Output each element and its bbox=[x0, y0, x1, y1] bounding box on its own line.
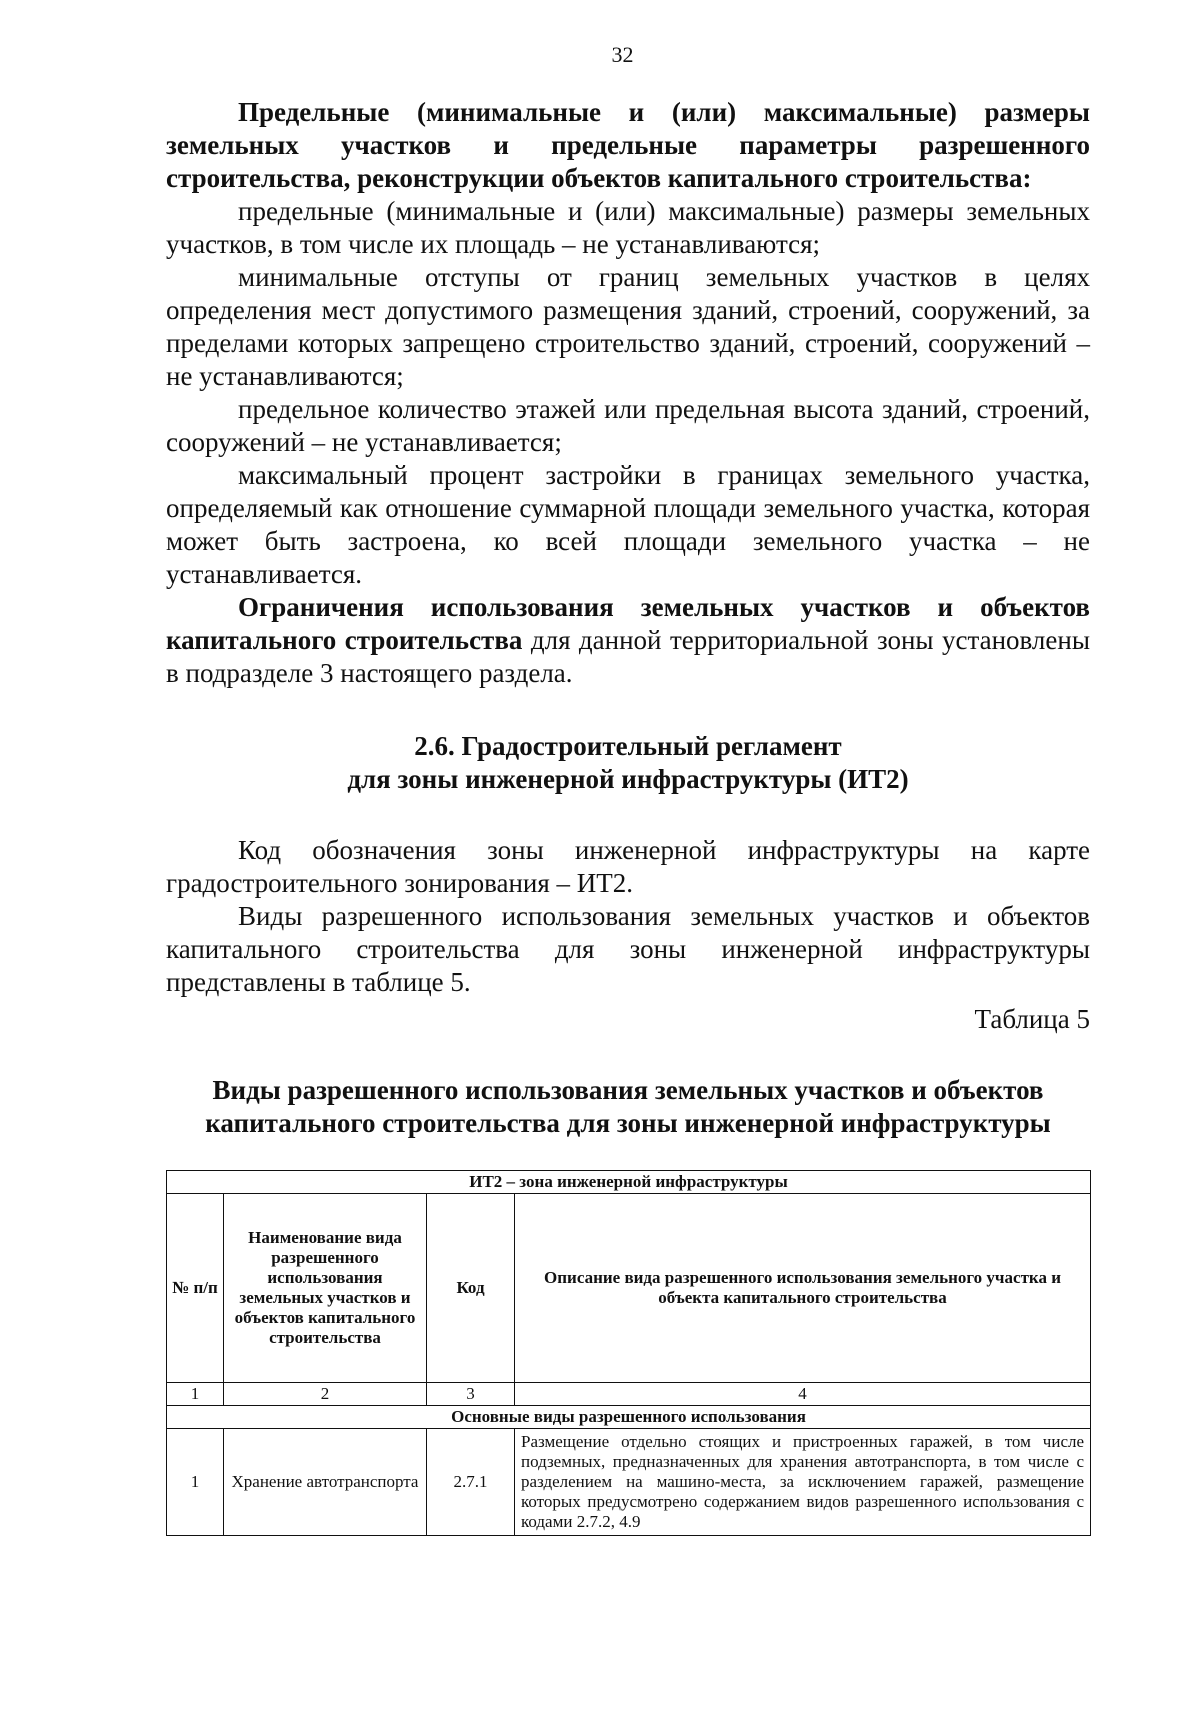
table-title-line-1: Виды разрешенного использования земельных участков и объектов bbox=[212, 1075, 1044, 1105]
limits-heading-paragraph: Предельные (минимальные и (или) максимальные) размеры земельных участков и предельные параметры разрешенного строительства, реконструкции объектов капитального строительства: bbox=[166, 97, 1090, 193]
col-number-3: 3 bbox=[427, 1383, 515, 1406]
permitted-use-table bbox=[166, 1170, 1091, 1536]
col-number-2: 2 bbox=[224, 1383, 427, 1406]
page-content bbox=[166, 96, 1090, 1536]
page-number: 32 bbox=[611, 42, 634, 67]
zone-header-cell: ИТ2 – зона инженерной инфраструктуры bbox=[167, 1171, 1091, 1194]
restrictions-rest-text: для данной территориальной зоны установлены в подразделе 3 настоящего раздела. bbox=[166, 625, 1090, 688]
restrictions-bold-text: Ограничения использования земельных участков и объектов капитального строительства bbox=[166, 592, 1090, 655]
section-row bbox=[167, 1406, 1091, 1429]
col-number-1: 1 bbox=[167, 1383, 224, 1406]
col-header-description: Описание вида разрешенного использования земельного участка и объекта капитального строительства bbox=[515, 1194, 1091, 1383]
table-title bbox=[166, 1074, 1090, 1140]
paragraph-restrictions bbox=[166, 591, 1090, 690]
paragraph-plot-sizes: предельные (минимальные и (или) максимальные) размеры земельных участков, в том числе их площадь – не устанавливаются; bbox=[166, 196, 1090, 259]
col-number-4: 4 bbox=[515, 1383, 1091, 1406]
col-header-code: Код bbox=[427, 1194, 515, 1383]
paragraph-table-reference: Виды разрешенного использования земельных участков и объектов капитального строительства для зоны инженерной инфраструктуры представлены в таблице 5. bbox=[166, 901, 1090, 997]
col-header-name: Наименование вида разрешенного использования земельных участков и объектов капитального строительства bbox=[224, 1194, 427, 1383]
column-number-row bbox=[167, 1383, 1091, 1406]
table-label: Таблица 5 bbox=[974, 1004, 1090, 1034]
table-title-line-2: капитального строительства для зоны инженерной инфраструктуры bbox=[205, 1108, 1051, 1138]
row-description: Размещение отдельно стоящих и пристроенных гаражей, в том числе подземных, предназначенных для хранения автотранспорта, в том числе с разделением на машино-места, за исключением гаражей, размещение которых предусмотрено содержанием видов разрешенного использования с кодами 2.7.2, 4.9 bbox=[515, 1429, 1091, 1536]
column-header-row bbox=[167, 1194, 1091, 1383]
row-code: 2.7.1 bbox=[427, 1429, 515, 1536]
section-title-line-2: для зоны инженерной инфраструктуры (ИТ2) bbox=[347, 764, 909, 794]
row-number: 1 bbox=[167, 1429, 224, 1536]
table-row bbox=[167, 1429, 1091, 1536]
col-header-number: № п/п bbox=[167, 1194, 224, 1383]
paragraph-building-percent: максимальный процент застройки в границах земельного участка, определяемый как отношение суммарной площади земельного участка, которая может быть застроена, ко всей площади земельного участка – не устанавливается. bbox=[166, 460, 1090, 589]
section-title bbox=[166, 730, 1090, 796]
section-row-cell: Основные виды разрешенного использования bbox=[167, 1406, 1091, 1429]
zone-header-row bbox=[167, 1171, 1091, 1194]
section-title-line-1: 2.6. Градостроительный регламент bbox=[414, 731, 842, 761]
paragraph-setbacks: минимальные отступы от границ земельных участков в целях определения мест допустимого размещения зданий, строений, сооружений, за пределами которых запрещено строительство зданий, строений, сооружений – не устанавливаются; bbox=[166, 262, 1090, 391]
paragraph-floors: предельное количество этажей или предельная высота зданий, строений, сооружений – не устанавливается; bbox=[166, 394, 1090, 457]
row-use-name: Хранение автотранспорта bbox=[224, 1429, 427, 1536]
paragraph-zone-code: Код обозначения зоны инженерной инфраструктуры на карте градостроительного зонирования – ИТ2. bbox=[166, 835, 1090, 898]
